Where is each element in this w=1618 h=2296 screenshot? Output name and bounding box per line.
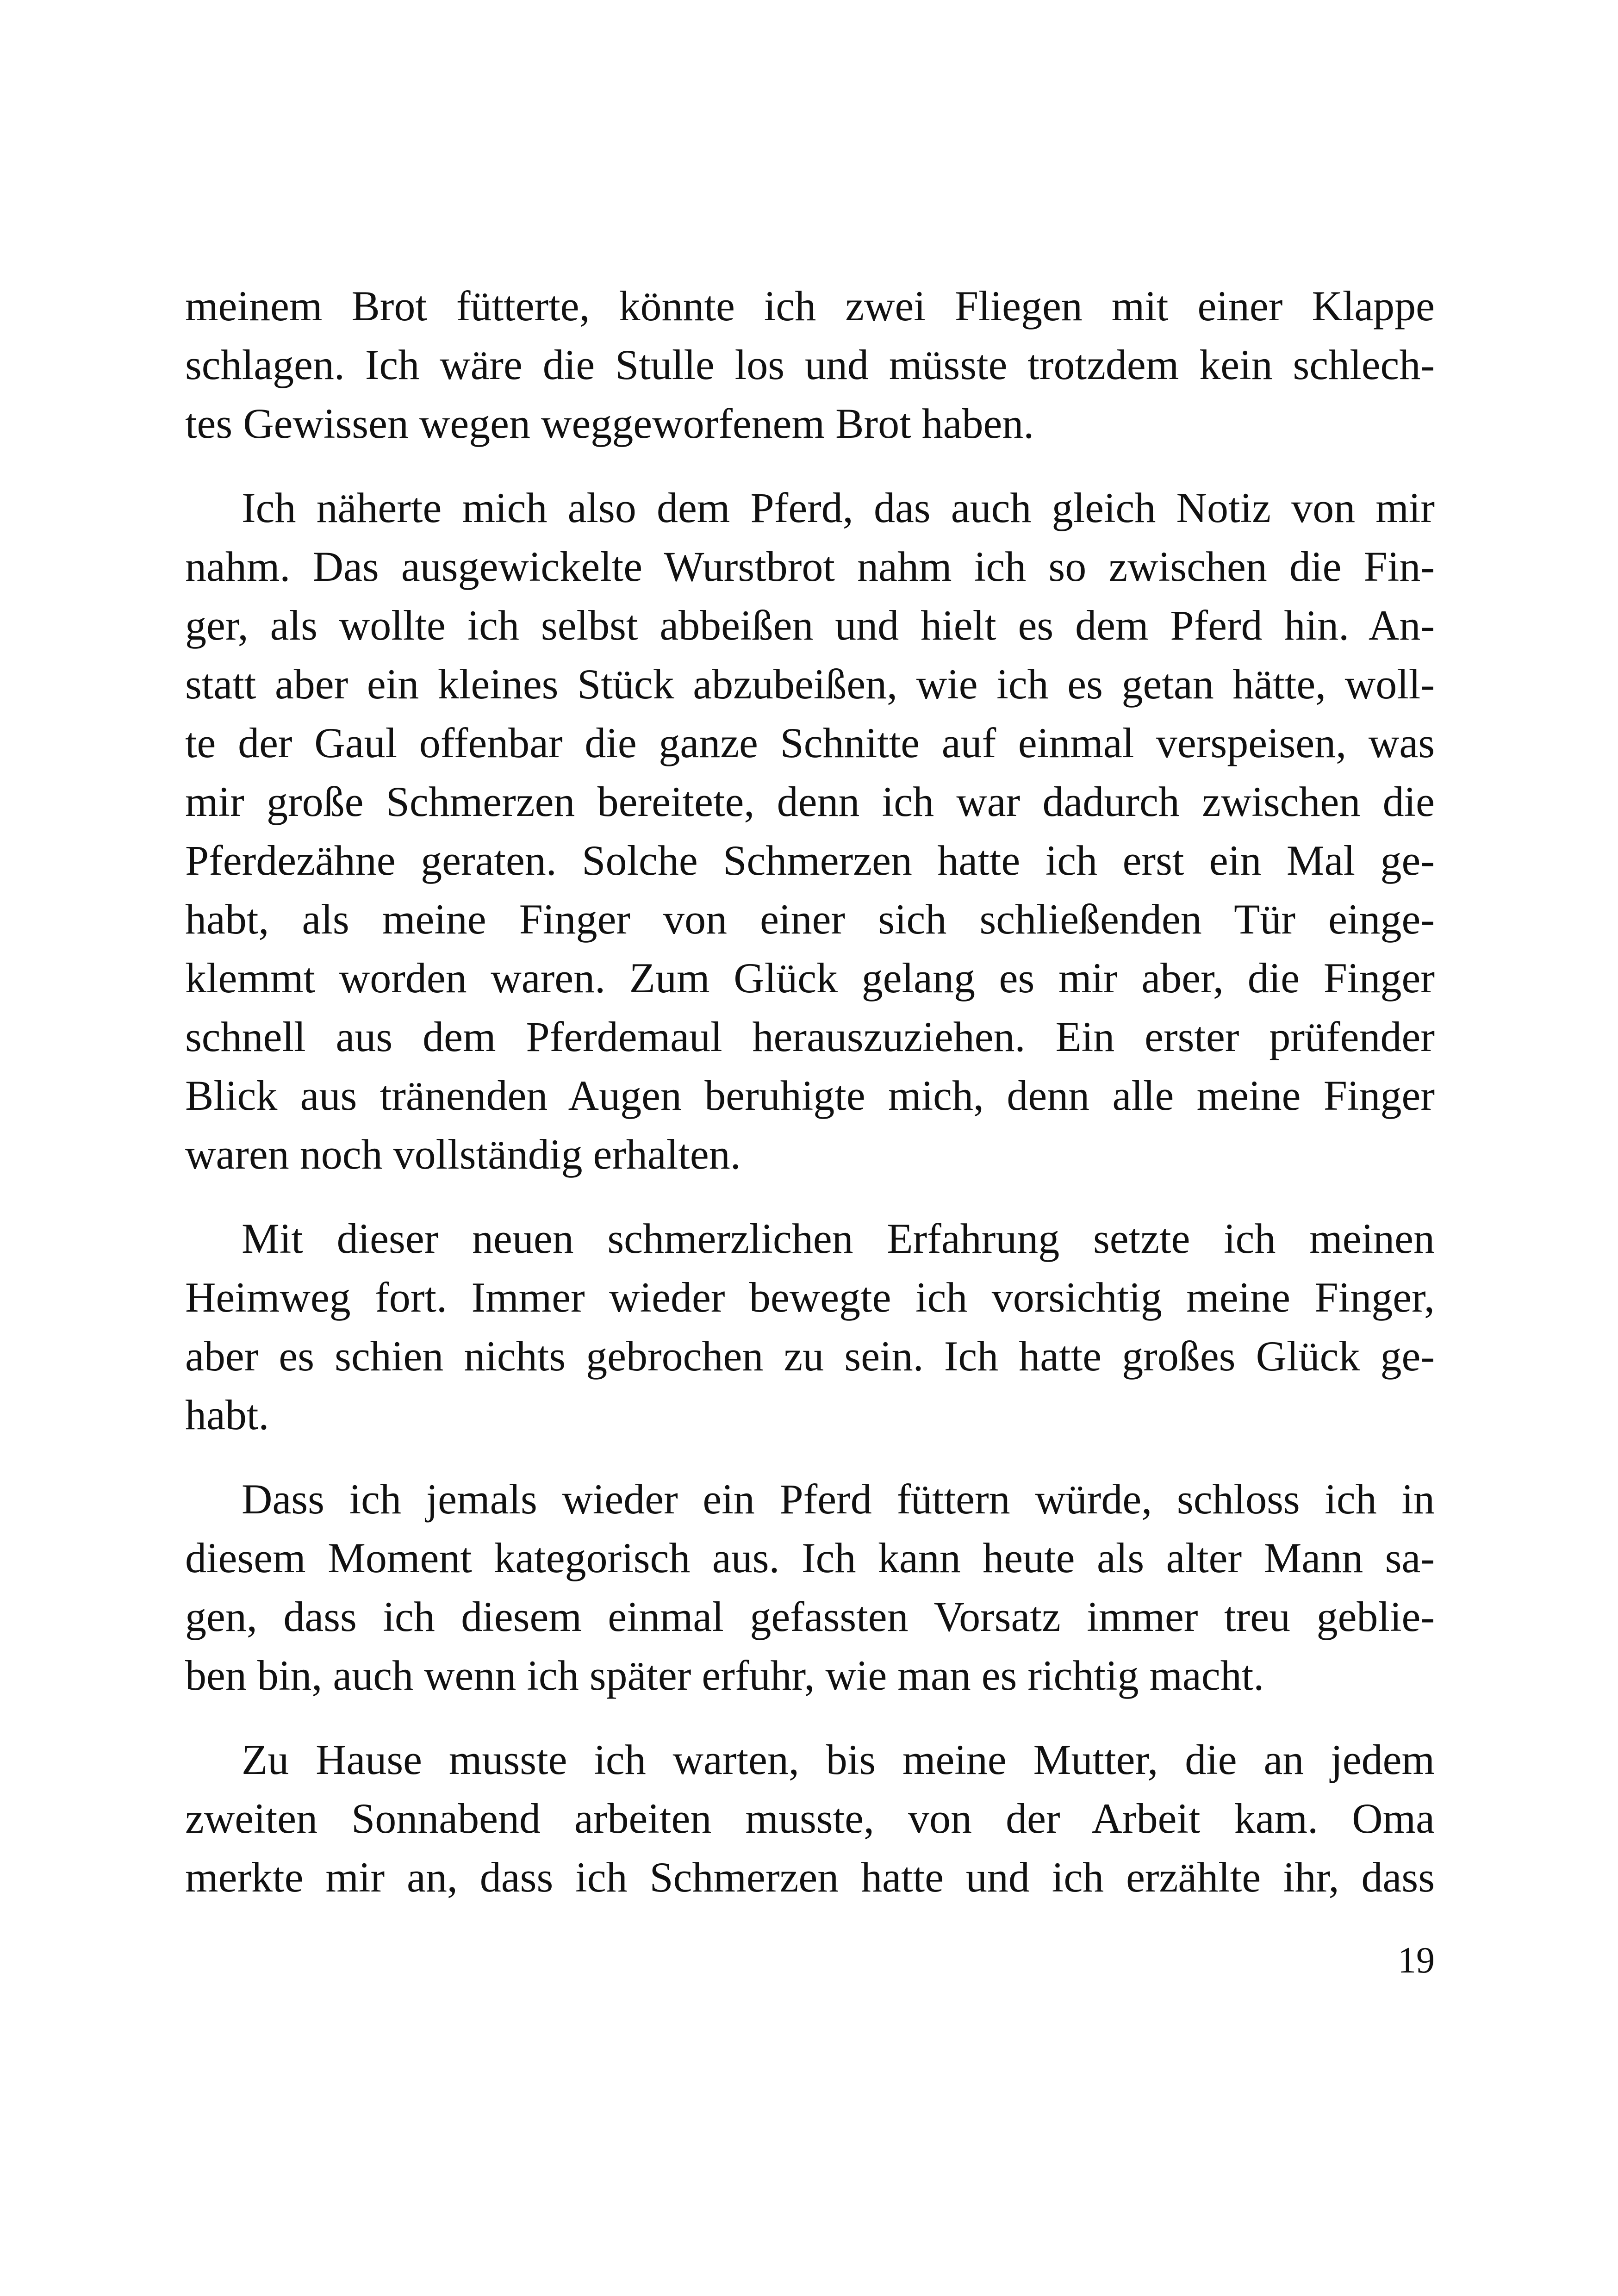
text-line: meinem Brot fütterte, könnte ich zwei Fliegen mit einer Klappe [185, 282, 1435, 330]
paragraph [185, 1470, 1435, 1705]
text-line: mir große Schmerzen bereitete, denn ich war dadurch zwischen die [185, 778, 1435, 825]
text-line: Ich näherte mich also dem Pferd, das auch gleich Notiz von mir [242, 484, 1435, 531]
text-line: aber es schien nichts gebrochen zu sein. Ich hatte großes Glück ge- [185, 1332, 1435, 1380]
text-line: Blick aus tränenden Augen beruhigte mich, denn alle meine Finger [185, 1072, 1435, 1119]
text-line: waren noch vollständig erhalten. [185, 1131, 741, 1178]
text-line: diesem Moment kategorisch aus. Ich kann heute als alter Mann sa- [185, 1534, 1435, 1581]
page-number: 19 [1398, 1940, 1435, 1981]
text-line: schlagen. Ich wäre die Stulle los und müsste trotzdem kein schlech- [185, 341, 1435, 388]
body-text [185, 277, 1435, 1932]
text-line: nahm. Das ausgewickelte Wurstbrot nahm ich so zwischen die Fin- [185, 543, 1435, 590]
text-line: gen, dass ich diesem einmal gefassten Vorsatz immer treu geblie- [185, 1593, 1435, 1640]
paragraph [185, 277, 1435, 453]
text-line: Heimweg fort. Immer wieder bewegte ich vorsichtig meine Finger, [185, 1274, 1435, 1321]
text-line: ger, als wollte ich selbst abbeißen und hielt es dem Pferd hin. An- [185, 602, 1435, 649]
text-line: schnell aus dem Pferdemaul herauszuziehen. Ein erster prüfender [185, 1013, 1435, 1060]
text-line: ben bin, auch wenn ich später erfuhr, wie man es richtig macht. [185, 1652, 1264, 1699]
text-line: klemmt worden waren. Zum Glück gelang es mir aber, die Finger [185, 954, 1435, 1002]
text-line: habt. [185, 1391, 269, 1438]
text-line: Dass ich jemals wieder ein Pferd füttern würde, schloss ich in [242, 1475, 1435, 1523]
text-line: habt, als meine Finger von einer sich schließenden Tür einge- [185, 896, 1435, 943]
text-line: zweiten Sonnabend arbeiten musste, von der Arbeit kam. Oma [185, 1795, 1435, 1842]
paragraph [185, 1209, 1435, 1444]
text-line: merkte mir an, dass ich Schmerzen hatte und ich erzählte ihr, dass [185, 1854, 1435, 1901]
paragraph [185, 1730, 1435, 1907]
text-line: tes Gewissen wegen weggeworfenem Brot haben. [185, 400, 1034, 447]
text-line: Pferdezähne geraten. Solche Schmerzen hatte ich erst ein Mal ge- [185, 837, 1435, 884]
paragraph [185, 479, 1435, 1184]
text-line: Zu Hause musste ich warten, bis meine Mutter, die an jedem [242, 1736, 1435, 1783]
text-line: Mit dieser neuen schmerzlichen Erfahrung setzte ich meinen [242, 1215, 1435, 1262]
text-line: te der Gaul offenbar die ganze Schnitte auf einmal verspeisen, was [185, 719, 1435, 766]
text-line: statt aber ein kleines Stück abzubeißen, wie ich es getan hätte, woll- [185, 660, 1435, 708]
